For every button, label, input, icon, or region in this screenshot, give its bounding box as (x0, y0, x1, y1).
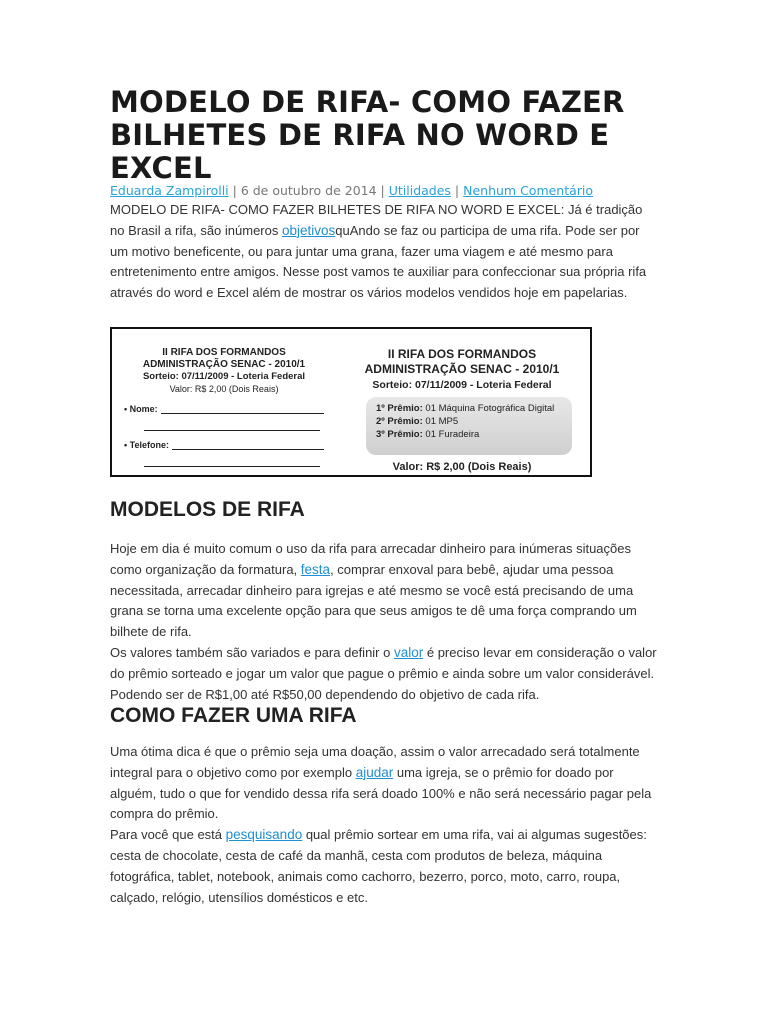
phone-field (124, 439, 324, 450)
objetivos-link[interactable]: objetivos (281, 222, 336, 238)
prize-rank: 1º Prêmio: (376, 403, 423, 414)
prize-name: 01 MP5 (422, 416, 459, 427)
prize-rank: 2º Prêmio: (376, 416, 423, 427)
section-modelos (110, 498, 658, 705)
prize-item (376, 415, 562, 428)
ajudar-link[interactable]: ajudar (355, 764, 394, 780)
stub-subtitle: ADMINISTRAÇÃO SENAC - 2010/1 (142, 359, 306, 370)
phone-label: • Telefone: (124, 440, 169, 450)
blank-line (144, 430, 320, 431)
meta-separator: | (228, 183, 241, 198)
intro-text: MODELO DE RIFA- COMO FAZER BILHETES DE RIFA NO WORD E EXCEL: Já é tradição no Brasil a rifa, são inúmeros (110, 202, 643, 238)
festa-link[interactable]: festa (300, 561, 331, 577)
text: Os valores também são variados e para definir o (110, 644, 394, 660)
section-como-fazer (110, 704, 658, 908)
prize-name: 01 Máquina Fotográfica Digital (422, 403, 555, 414)
valor-link[interactable]: valor (393, 644, 424, 660)
article (110, 85, 658, 905)
blank-line (144, 466, 320, 467)
ticket-main (342, 347, 582, 473)
paragraph (110, 742, 658, 825)
section-heading: COMO FAZER UMA RIFA (110, 704, 357, 727)
text: qual prêmio sortear em uma rifa, vai ai algumas sugestões: cesta de chocolate, cesta de café da manhã, cesta com produtos de beleza, máquina fotográfica, tablet, notebook, animais como cachorro, bezerro, porco, moto, carro, roupa, calçado, relógio, utensílios domésticos e etc. (110, 827, 647, 905)
stub-value: Valor: R$ 2,00 (Dois Reais) (169, 384, 279, 394)
paragraph (110, 825, 658, 908)
publish-date: 6 de outubro de 2014 (240, 183, 377, 198)
prize-list (366, 397, 572, 455)
ticket-stub (124, 347, 324, 467)
prize-item (376, 402, 562, 415)
stub-draw: Sorteio: 07/11/2009 - Loteria Federal (142, 371, 306, 382)
main-value: Valor: R$ 2,00 (Dois Reais) (392, 461, 532, 473)
category-link[interactable]: Utilidades (388, 183, 451, 198)
main-title: II RIFA DOS FORMANDOS (387, 347, 537, 361)
name-field (124, 403, 324, 414)
text: , comprar enxoval para bebê, ajudar uma pessoa necessitada, arrecadar dinheiro para igrejas e até mesmo se você está precisando de uma grana se torna uma excelente opção para que seus amigos te dê uma força comprando um bilhete de rifa. (110, 561, 637, 640)
intro-paragraph (110, 200, 658, 319)
prize-name: 01 Furadeira (422, 429, 480, 440)
meta-separator: | (376, 183, 389, 198)
article-title: MODELO DE RIFA- COMO FAZER BILHETES DE RIFA NO WORD E EXCEL (110, 85, 625, 185)
paragraph (110, 643, 658, 705)
main-subtitle: ADMINISTRAÇÃO SENAC - 2010/1 (364, 362, 560, 376)
section-heading: MODELOS DE RIFA (110, 498, 305, 521)
paragraph (110, 539, 658, 643)
prize-item (376, 428, 562, 441)
intro-text-cont: quAndo se faz ou participa de uma rifa. Pode ser por um motivo beneficente, ou para juntar uma grana, fazer uma viagem e até mesmo para entretenimento entre amigos. Nesse post vamos te auxiliar para confeccionar sua própria rifa através do word e Excel além de mostrar os vários modelos vendidos hoje em papelarias. (110, 222, 647, 301)
stub-title: II RIFA DOS FORMANDOS (162, 347, 286, 358)
text: Para você que está (110, 827, 226, 843)
pesquisando-link[interactable]: pesquisando (225, 827, 303, 843)
text: é preciso levar em consideração o valor do prêmio sorteado e jogar um valor que pague o prêmio e ainda sobre um valor considerável. Podendo ser de R$1,00 até R$50,00 dependendo do objetivo de cada rifa. (110, 644, 657, 702)
text: Hoje em dia é muito comum o uso da rifa para arrecadar dinheiro para inúmeras situações como organização da formatura, (110, 541, 631, 577)
main-draw: Sorteio: 07/11/2009 - Loteria Federal (372, 379, 552, 391)
comments-link[interactable]: Nenhum Comentário (463, 183, 594, 198)
prize-rank: 3º Prêmio: (376, 429, 423, 440)
text: Uma ótima dica é que o prêmio seja uma doação, assim o valor arrecadado será totalmente integral para o objetivo como por exemplo (110, 744, 640, 780)
article-meta (110, 183, 658, 199)
name-label: • Nome: (124, 404, 158, 414)
meta-separator: | (450, 183, 464, 198)
raffle-ticket-image (110, 327, 592, 477)
author-link[interactable]: Eduarda Zampirolli (110, 183, 229, 198)
text: uma igreja, se o prêmio for doado por alguém, tudo o que for vendido dessa rifa será doado 100% e não será necessário pagar pela compra do prêmio. (110, 764, 652, 822)
